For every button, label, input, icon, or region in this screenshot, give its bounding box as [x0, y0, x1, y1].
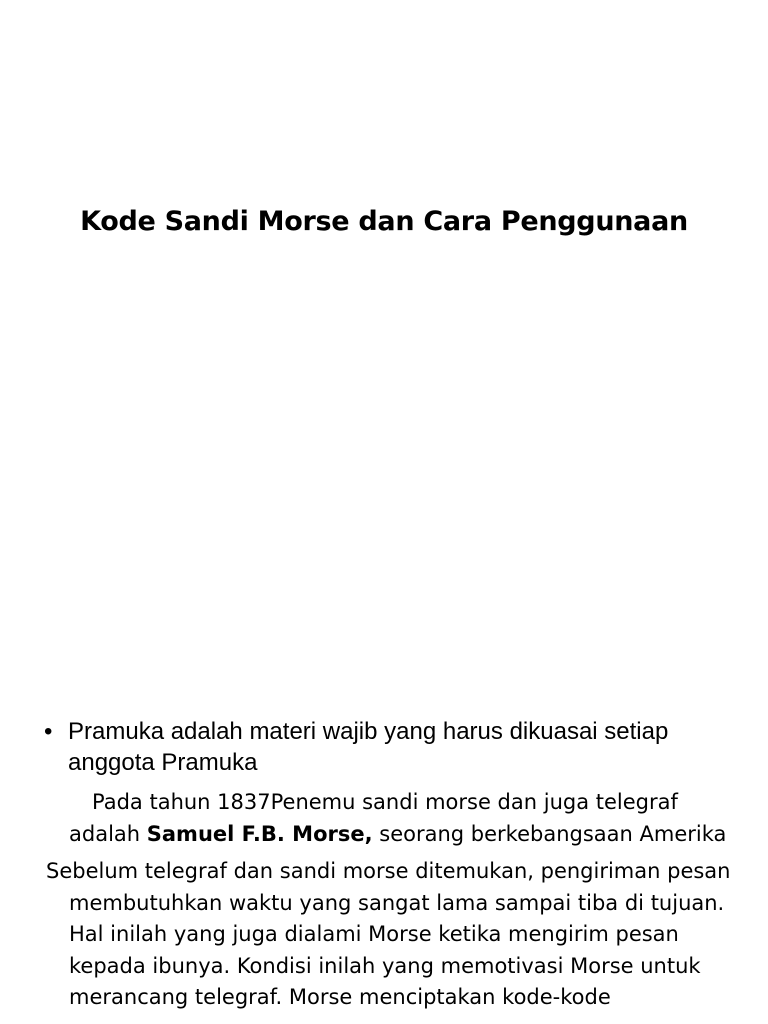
inventor-name: Samuel F.B. Morse, [146, 821, 373, 846]
list-item [44, 716, 744, 778]
bullet-icon: • [44, 718, 53, 745]
bullet-list [44, 716, 744, 778]
para1-tail: seorang berkebangsaan Amerika [372, 821, 727, 846]
page-title: Kode Sandi Morse dan Cara Penggunaan [80, 206, 688, 237]
paragraph-morse-inventor [46, 787, 746, 850]
paragraph-history: Sebelum telegraf dan sandi morse ditemukan, pengiriman pesan membutuhkan waktu yang sangat lama sampai tiba di tujuan. Hal inilah yang juga dialami Morse ketika mengirim pesan kepada ibunya. Kondisi inilah yang memotivasi Morse untuk merancang telegraf. Morse menciptakan kode-kode [46, 859, 731, 1009]
bullet-text: Pramuka adalah materi wajib yang harus dikuasai setiap anggota Pramuka [68, 718, 669, 776]
para1-text: Pada tahun 1837Penemu sandi morse dan juga telegraf adalah [69, 790, 678, 846]
